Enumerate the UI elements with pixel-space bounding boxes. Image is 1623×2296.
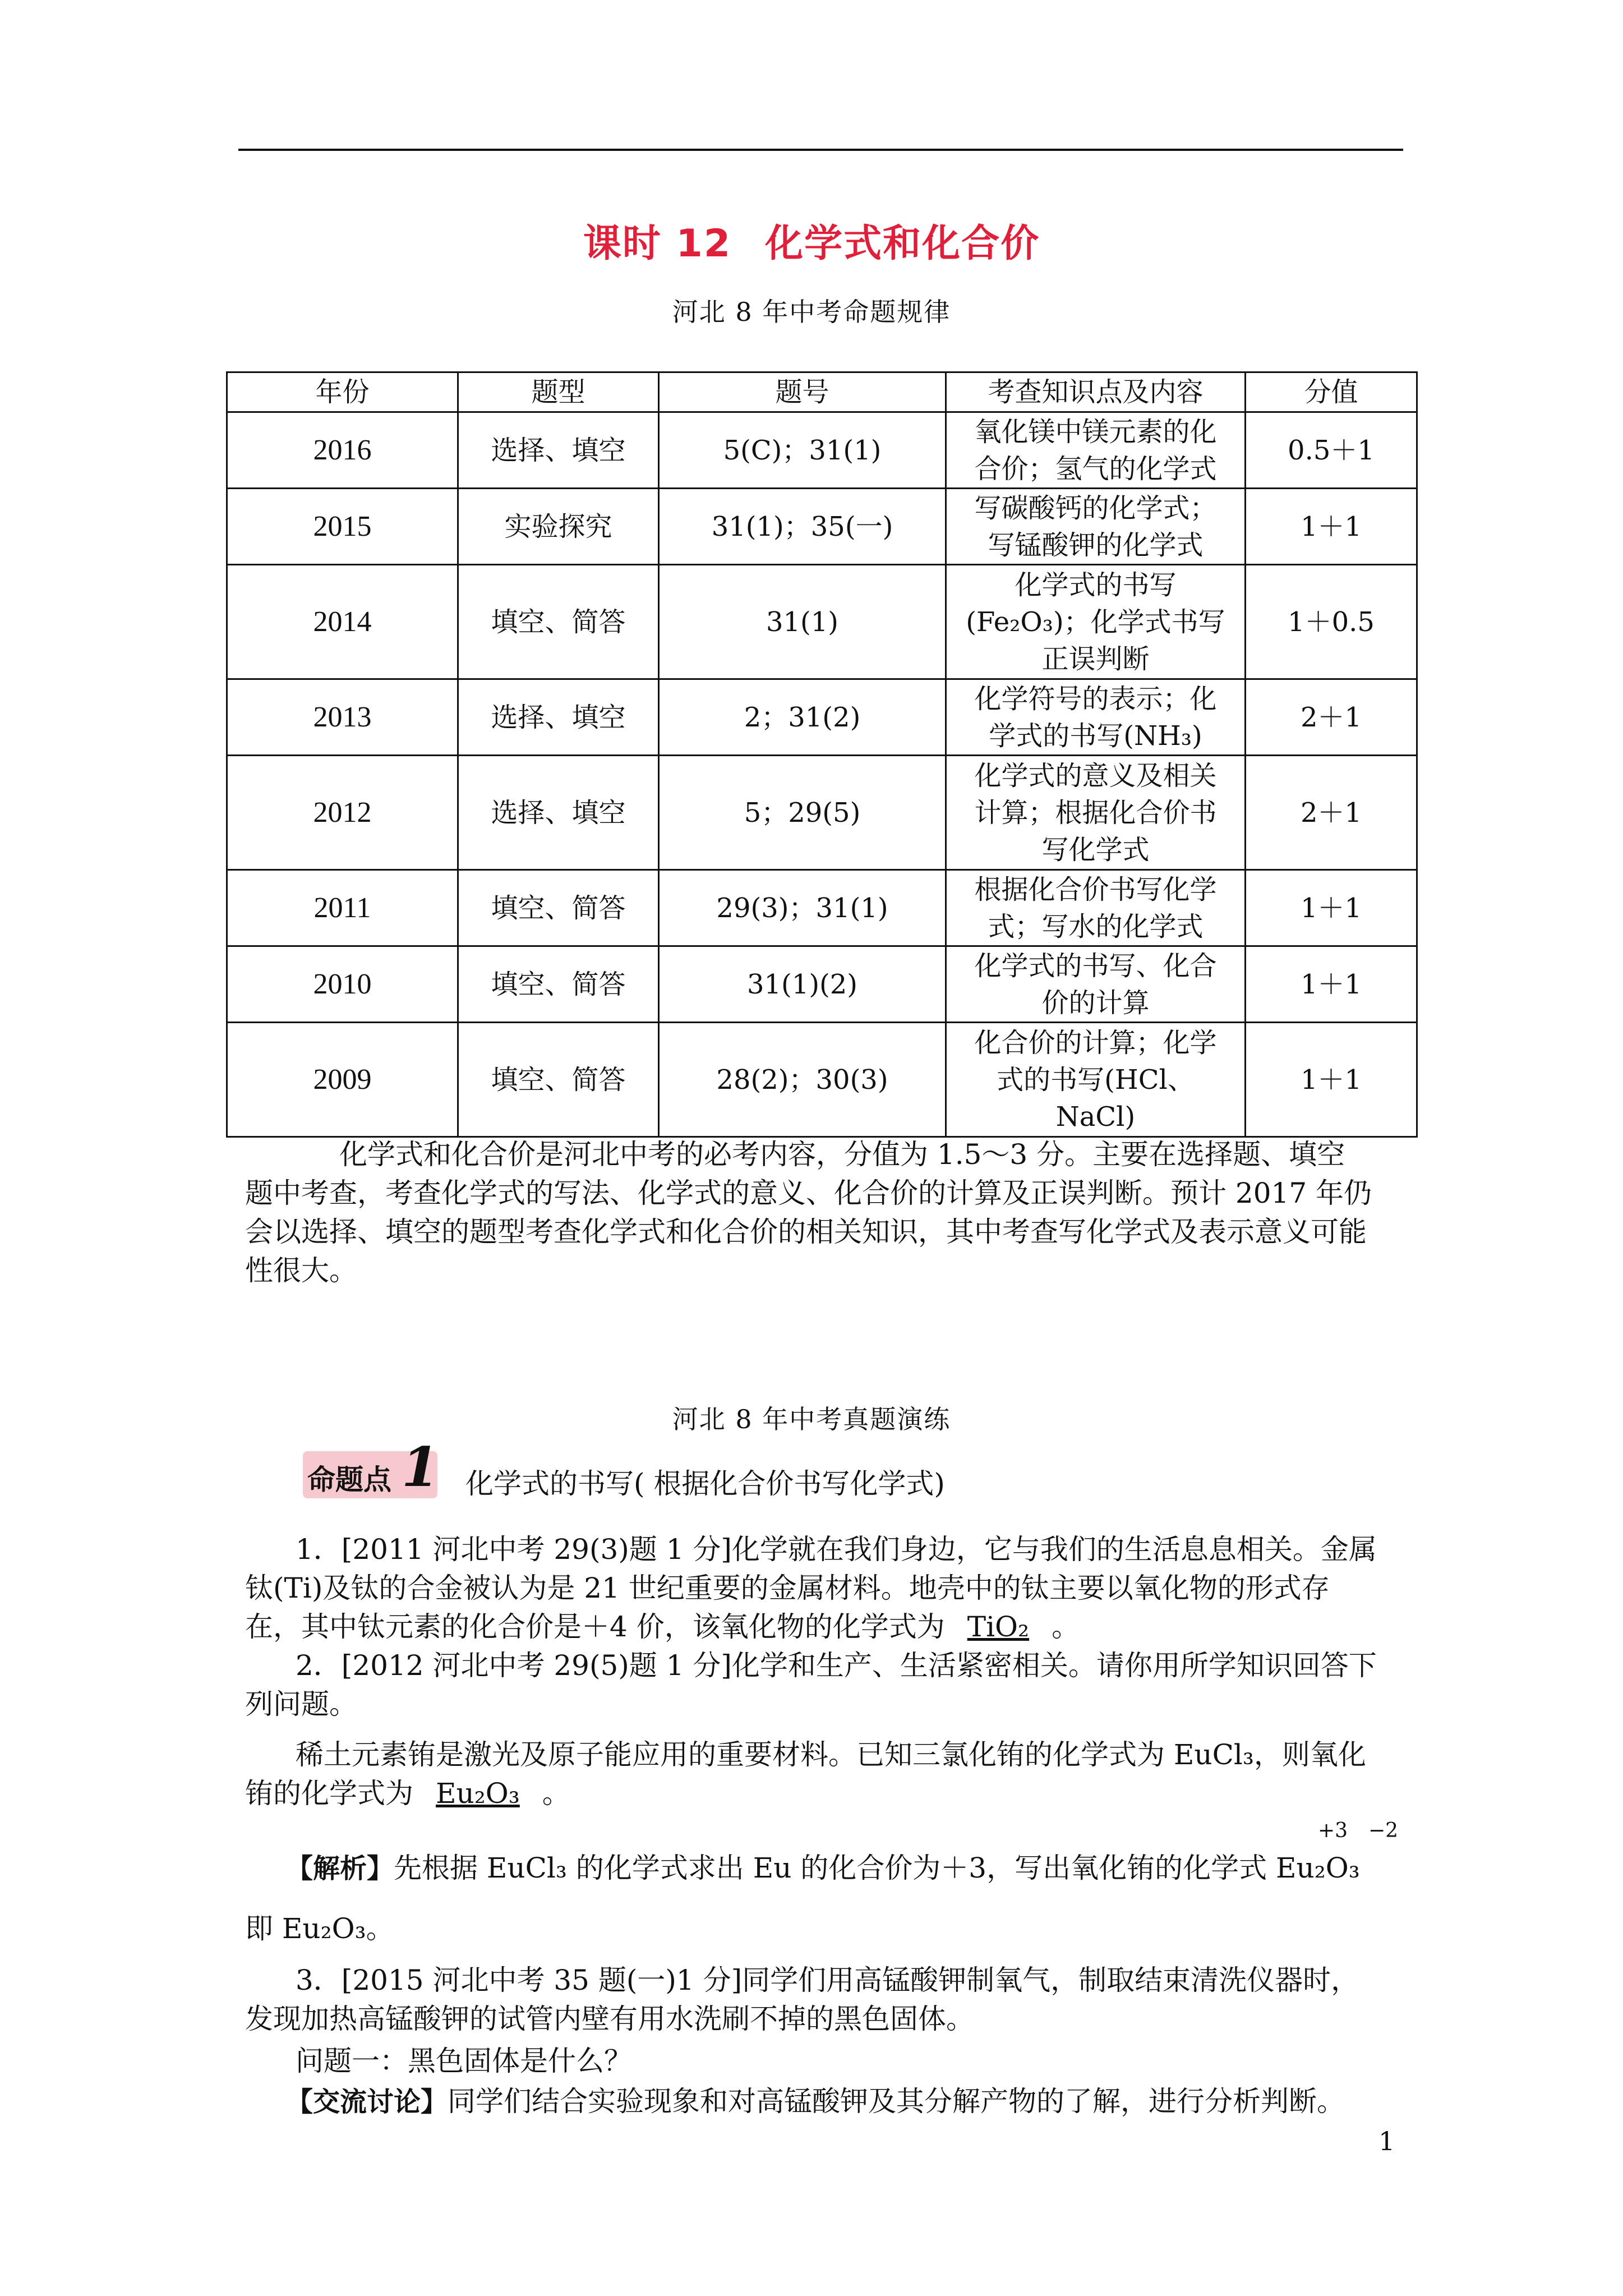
table-header-row bbox=[227, 372, 1417, 412]
cell-type: 选择、填空 bbox=[458, 679, 659, 756]
cell-score: 1＋1 bbox=[1246, 489, 1417, 565]
cell-knowledge: 根据化合价书写化学 式；写水的化学式 bbox=[946, 870, 1246, 946]
table-row bbox=[227, 756, 1417, 870]
cell-type: 填空、简答 bbox=[458, 565, 659, 679]
badge-number: 1 bbox=[402, 1435, 439, 1499]
discussion-label: 【交流讨论】 bbox=[286, 2086, 448, 2118]
cell-knowledge: 氧化镁中镁元素的化 合价；氢气的化学式 bbox=[946, 412, 1246, 489]
cell-knowledge: 化学式的意义及相关 计算；根据化合价书 写化学式 bbox=[946, 756, 1246, 870]
cell-knowledge: 化学式的书写、化合 价的计算 bbox=[946, 946, 1246, 1023]
table-row bbox=[227, 870, 1417, 946]
cell-year: 2010 bbox=[227, 946, 458, 1023]
cell-number: 2；31(2) bbox=[659, 679, 946, 756]
section-title-practice: 河北 8 年中考真题演练 bbox=[672, 1404, 951, 1434]
cell-score: 1＋1 bbox=[1246, 946, 1417, 1023]
cell-number: 29(3)；31(1) bbox=[659, 870, 946, 946]
cell-year: 2011 bbox=[227, 870, 458, 946]
q3-line-2: 发现加热高锰酸钾的试管内壁有用水洗刷不掉的黑色固体。 bbox=[245, 2003, 974, 2035]
cell-type: 选择、填空 bbox=[458, 756, 659, 870]
cell-score: 1＋1 bbox=[1246, 1023, 1417, 1137]
analysis-label: 【解析】 bbox=[286, 1853, 394, 1884]
cell-number: 5(C)；31(1) bbox=[659, 412, 946, 489]
page-number: 1 bbox=[1378, 2126, 1395, 2156]
table-row bbox=[227, 565, 1417, 679]
cell-type: 填空、简答 bbox=[458, 1023, 659, 1137]
q1-line-1: 1．[2011 河北中考 29(3)题 1 分]化学就在我们身边，它与我们的生活息息相关。金属 bbox=[296, 1533, 1377, 1566]
q3-discussion: 【交流讨论】同学们结合实验现象和对高锰酸钾及其分解产物的了解，进行分析判断。 bbox=[286, 2085, 1345, 2118]
cell-score: 0.5＋1 bbox=[1246, 412, 1417, 489]
cell-score: 2＋1 bbox=[1246, 756, 1417, 870]
ox-state-o: −2 bbox=[1368, 1819, 1399, 1842]
cell-year: 2013 bbox=[227, 679, 458, 756]
cell-knowledge: 化学式的书写 (Fe₂O₃)；化学式书写 正误判断 bbox=[946, 565, 1246, 679]
table-row bbox=[227, 1023, 1417, 1137]
summary-paragraph: 化学式和化合价是河北中考的必考内容，分值为 1.5～3 分。主要在选择题、填空 题中考查，考查化学式的写法、化学式的意义、化合价的计算及正误判断。预计 2017 年仍 会以选择、填空的题型考查化学式和化合价的相关知识，其中考查写化学式及表示意义可能 性很大。 bbox=[245, 1138, 1372, 1287]
cell-number: 5；29(5) bbox=[659, 756, 946, 870]
cell-score: 1＋0.5 bbox=[1246, 565, 1417, 679]
cell-year: 2016 bbox=[227, 412, 458, 489]
header-number: 题号 bbox=[659, 372, 946, 412]
q2-line-1: 2．[2012 河北中考 29(5)题 1 分]化学和生产、生活紧密相关。请你用所学知识回答下 bbox=[296, 1649, 1377, 1682]
section-title-patterns: 河北 8 年中考命题规律 bbox=[672, 297, 951, 327]
topic-heading: 化学式的书写( 根据化合价书写化学式) bbox=[465, 1467, 945, 1500]
q3-line-3: 问题一：黑色固体是什么？ bbox=[296, 2045, 632, 2077]
ox-state-eu: +3 bbox=[1318, 1819, 1348, 1842]
q2-line-3: 稀土元素铕是激光及原子能应用的重要材料。已知三氯化铕的化学式为 EuCl₃，则氧化 bbox=[296, 1738, 1366, 1771]
cell-number: 28(2)；30(3) bbox=[659, 1023, 946, 1137]
q1-answer: TiO₂ bbox=[967, 1611, 1030, 1643]
cell-number: 31(1)(2) bbox=[659, 946, 946, 1023]
cell-knowledge: 化合价的计算；化学 式的书写(HCl、 NaCl) bbox=[946, 1023, 1246, 1137]
cell-year: 2014 bbox=[227, 565, 458, 679]
page-title bbox=[0, 213, 1623, 268]
badge-label: 命题点 bbox=[307, 1464, 391, 1496]
cell-type: 选择、填空 bbox=[458, 412, 659, 489]
cell-year: 2015 bbox=[227, 489, 458, 565]
cell-number: 31(1)；35(一) bbox=[659, 489, 946, 565]
cell-knowledge: 化学符号的表示；化 学式的书写(NH₃) bbox=[946, 679, 1246, 756]
cell-year: 2012 bbox=[227, 756, 458, 870]
lesson-name: 化学式和化合价 bbox=[765, 222, 1040, 266]
header-score: 分值 bbox=[1246, 372, 1417, 412]
cell-type: 实验探究 bbox=[458, 489, 659, 565]
header-rule bbox=[238, 149, 1403, 151]
table-row bbox=[227, 946, 1417, 1023]
table-row bbox=[227, 679, 1417, 756]
table-row bbox=[227, 489, 1417, 565]
header-type: 题型 bbox=[458, 372, 659, 412]
cell-type: 填空、简答 bbox=[458, 870, 659, 946]
q1-line-2: 钛(Ti)及钛的合金被认为是 21 世纪重要的金属材料。地壳中的钛主要以氧化物的形式存 bbox=[245, 1572, 1330, 1604]
q1-line-3: 在，其中钛元素的化合价是＋4 价，该氧化物的化学式为 TiO₂ 。 bbox=[245, 1611, 1080, 1643]
cell-knowledge: 写碳酸钙的化学式； 写锰酸钾的化学式 bbox=[946, 489, 1246, 565]
header-knowledge: 考查知识点及内容 bbox=[946, 372, 1246, 412]
cell-number: 31(1) bbox=[659, 565, 946, 679]
exam-pattern-table bbox=[226, 371, 1418, 1138]
q2-line-4: 铕的化学式为 Eu₂O₃ 。 bbox=[245, 1777, 570, 1810]
cell-score: 2＋1 bbox=[1246, 679, 1417, 756]
header-year: 年份 bbox=[227, 372, 458, 412]
q3-line-1: 3．[2015 河北中考 35 题(一)1 分]同学们用高锰酸钾制氧气，制取结束清洗仪器时， bbox=[296, 1964, 1359, 1996]
cell-score: 1＋1 bbox=[1246, 870, 1417, 946]
q2-analysis: 【解析】先根据 EuCl₃ 的化学式求出 Eu 的化合价为＋3，写出氧化铕的化学式 Eu₂O₃ bbox=[286, 1852, 1360, 1884]
q2-analysis-end: 即 Eu₂O₃。 bbox=[245, 1912, 394, 1945]
cell-type: 填空、简答 bbox=[458, 946, 659, 1023]
lesson-number: 课时 12 bbox=[583, 222, 732, 266]
cell-year: 2009 bbox=[227, 1023, 458, 1137]
table-row bbox=[227, 412, 1417, 489]
q2-line-2: 列问题。 bbox=[245, 1688, 357, 1720]
q2-answer: Eu₂O₃ bbox=[436, 1777, 520, 1810]
